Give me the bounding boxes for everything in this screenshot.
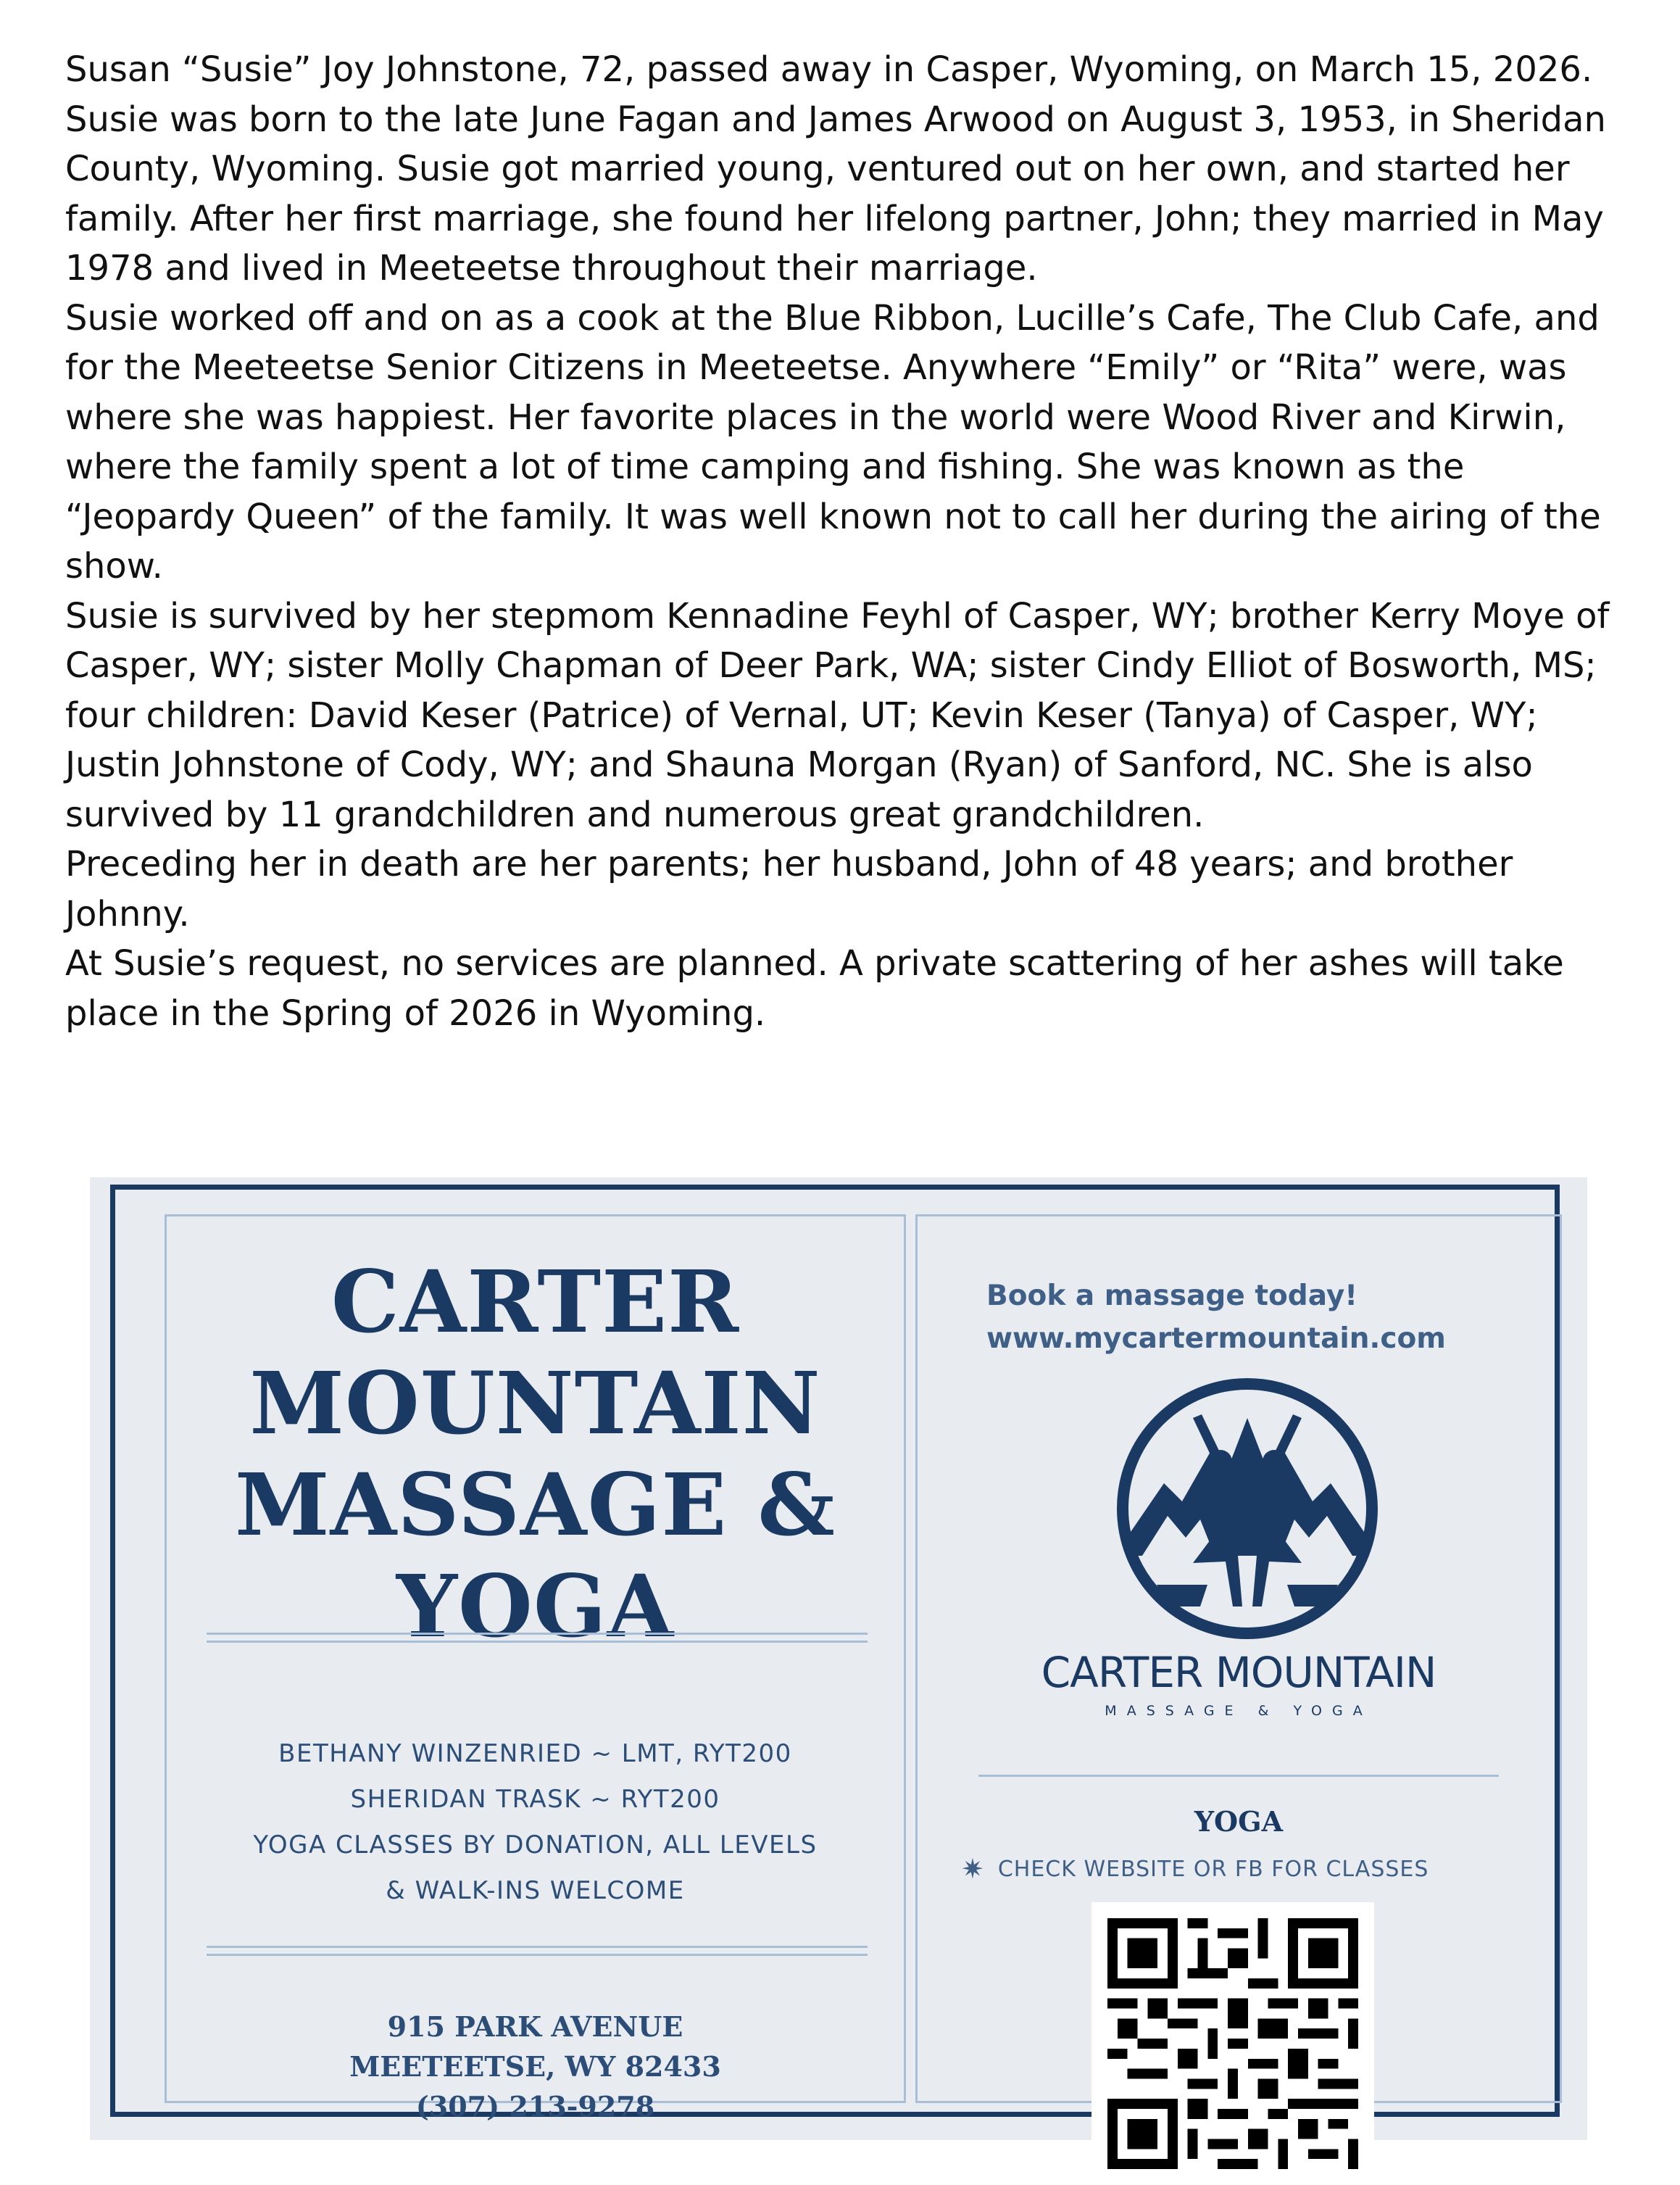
ad-left-panel bbox=[165, 1214, 906, 2123]
business-name-line: YOGA bbox=[396, 1556, 675, 1657]
staff-line: YOGA CLASSES BY DONATION, ALL LEVELS bbox=[253, 1830, 818, 1859]
ad-right-panel bbox=[915, 1214, 1562, 2103]
phone-number: (307) 213-9278 bbox=[415, 2090, 655, 2123]
business-ad bbox=[90, 1177, 1587, 2140]
obituary-paragraph: At Susie’s request, no services are planned. A private scattering of her ashes will take place in the Spring of 2026 in Wyoming. bbox=[65, 943, 1564, 1034]
booking-callout bbox=[986, 1274, 1446, 1360]
obituary-text bbox=[65, 45, 1631, 1038]
obituary-paragraph: Preceding her in death are her parents; her husband, John of 48 years; and brother Johnny. bbox=[65, 844, 1513, 934]
logo-wordmark: CARTER MOUNTAIN bbox=[1041, 1648, 1436, 1697]
business-name-line: MASSAGE & bbox=[235, 1454, 836, 1555]
staff-line: SHERIDAN TRASK ~ RYT200 bbox=[350, 1785, 720, 1814]
staff-line: BETHANY WINZENRIED ~ LMT, RYT200 bbox=[278, 1739, 792, 1768]
booking-line: Book a massage today! bbox=[986, 1280, 1358, 1312]
address-line: MEETEETSE, WY 82433 bbox=[349, 2050, 721, 2083]
address-line: 915 PARK AVENUE bbox=[387, 2010, 683, 2043]
obituary-paragraph: Susie is survived by her stepmom Kennadine Feyhl of Casper, WY; brother Kerry Moye of Casper, WY; sister Molly Chapman of Deer Park, WA; sister Cindy Elliot of Bosworth, MS; four children: David Keser (Patrice) of Vernal, UT; Kevin Keser (Tanya) of Casper, WY; Justin Johnstone of Cody, WY; and Shauna Morgan (Ryan) of Sanford, NC. She is also survived by 11 grandchildren and numerous great grandchildren. bbox=[65, 595, 1610, 835]
staff-line: & WALK-INS WELCOME bbox=[386, 1876, 685, 1905]
divider bbox=[978, 1775, 1499, 1777]
staff-info bbox=[167, 1731, 904, 1914]
contact-address bbox=[167, 2007, 904, 2126]
qr-code-icon[interactable] bbox=[1091, 1902, 1374, 2185]
classes-note-text: CHECK WEBSITE OR FB FOR CLASSES bbox=[997, 1857, 1429, 1882]
ad-frame bbox=[110, 1185, 1560, 2123]
classes-note bbox=[961, 1854, 1429, 1884]
divider bbox=[207, 1633, 868, 1643]
website-link[interactable]: www.mycartermountain.com bbox=[986, 1322, 1446, 1355]
obituary-paragraph: Susie worked off and on as a cook at the Blue Ribbon, Lucille’s Cafe, The Club Cafe, and for the Meeteetse Senior Citizens in Meeteetse. Anywhere “Emily” or “Rita” were, was where she was happiest. Her favorite places in the world were Wood River and Kirwin, where the family spent a lot of time camping and fishing. She was known as the “Jeopardy Queen” of the family. It was well known not to call her during the airing of the show. bbox=[65, 297, 1601, 586]
yoga-heading: YOGA bbox=[1194, 1805, 1284, 1838]
obituary-paragraph: Susan “Susie” Joy Johnstone, 72, passed away in Casper, Wyoming, on March 15, 2026. Susie was born to the late June Fagan and James Arwood on August 3, 1953, in Sheridan County, Wyoming. Susie got married young, ventured out on her own, and started her family. After her first marriage, she found her lifelong partner, John; they married in May 1978 and lived in Meeteetse throughout their marriage. bbox=[65, 49, 1606, 289]
yoga-mountain-logo-icon bbox=[1113, 1375, 1381, 1643]
business-name bbox=[167, 1251, 904, 1657]
business-name-line: MOUNTAIN bbox=[249, 1353, 821, 1454]
business-name-line: CARTER bbox=[330, 1251, 740, 1352]
logo-subtitle: MASSAGE & YOGA bbox=[1105, 1703, 1373, 1719]
divider bbox=[207, 1946, 868, 1956]
sparkle-icon: ✷ bbox=[961, 1853, 985, 1885]
